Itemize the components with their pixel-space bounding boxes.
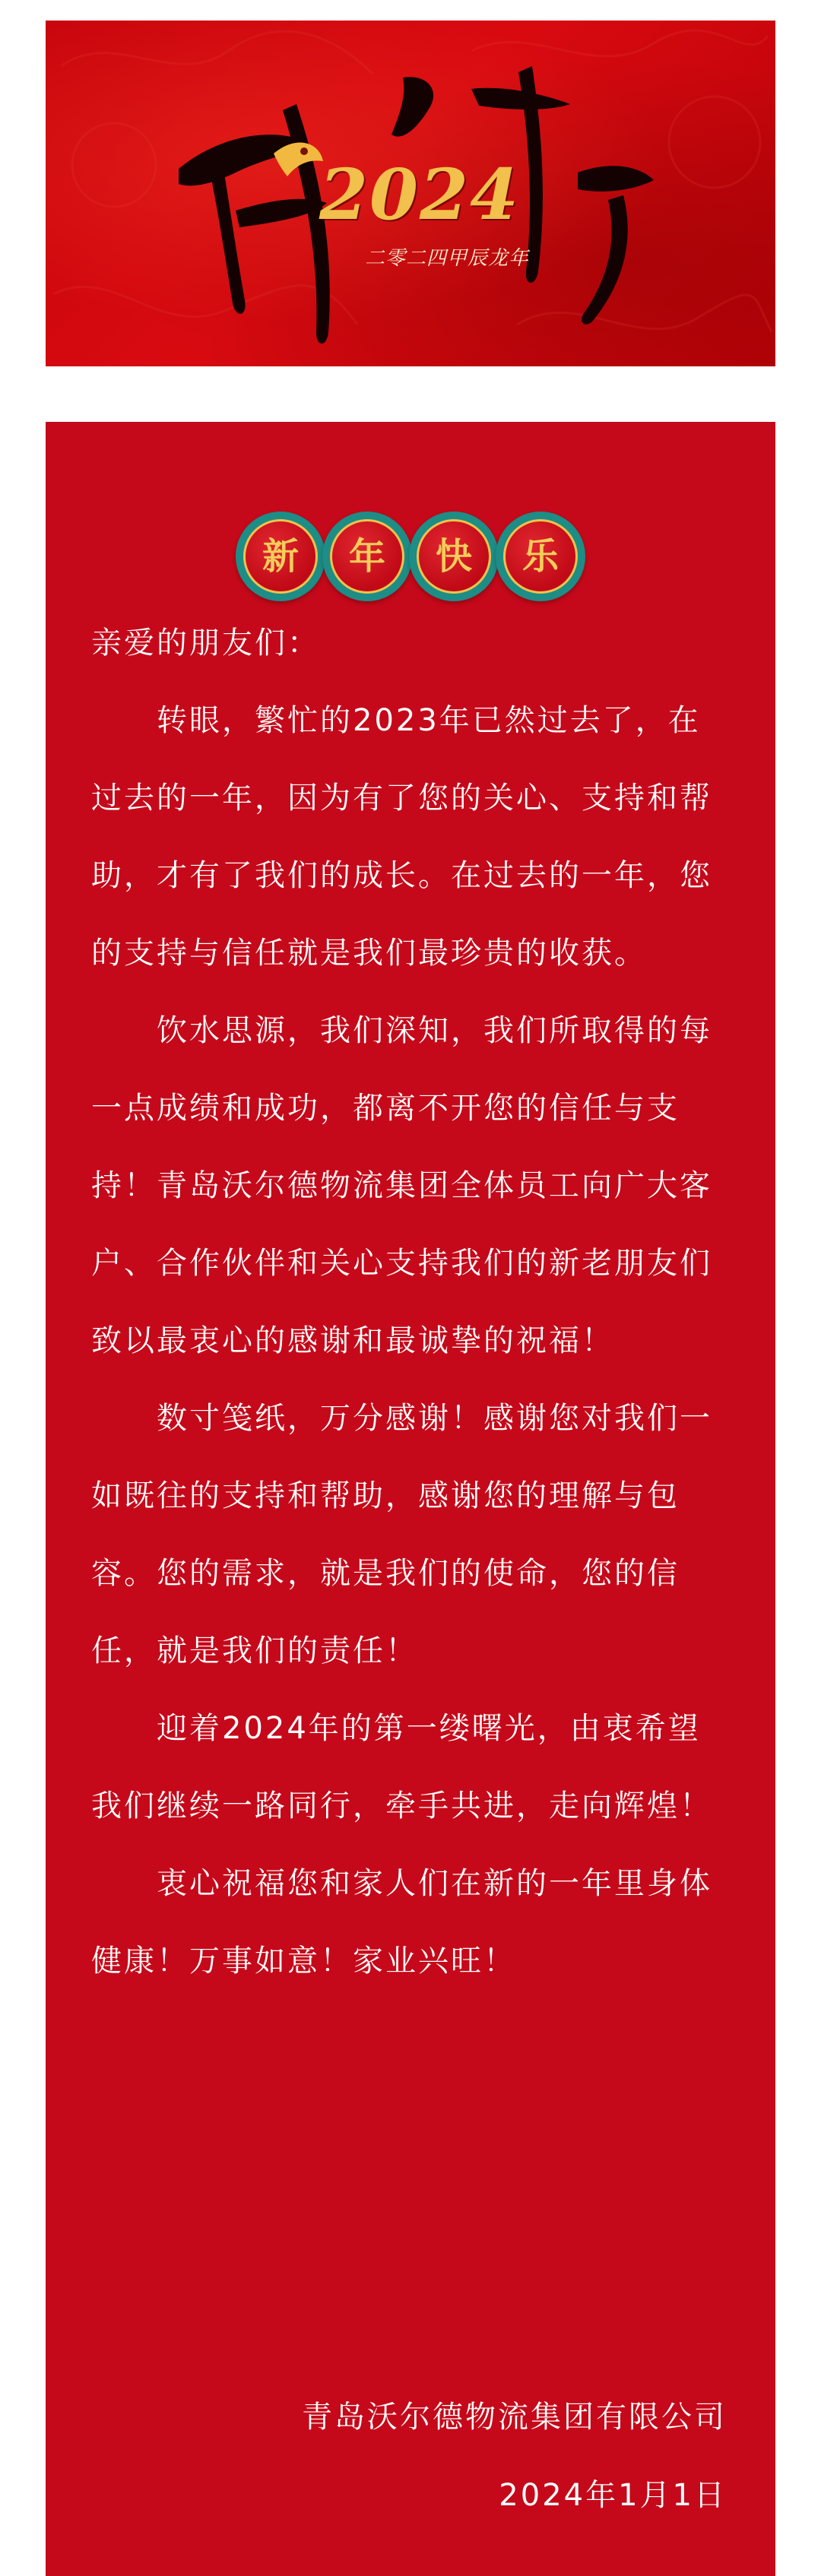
greeting-circle <box>496 512 585 601</box>
happy-new-year-circles <box>46 512 775 603</box>
letter-paragraph: 数寸笺纸，万分感谢！感谢您对我们一如既往的支持和帮助，感谢您的理解与包容。您的需求，就是我们的使命，您的信任，就是我们的责任！ <box>91 1401 712 1668</box>
banner-subtitle: 二零二四甲辰龙年 <box>365 247 530 270</box>
signature-company: 青岛沃尔德物流集团有限公司 <box>302 2400 727 2435</box>
letter-salutation: 亲爱的朋友们： <box>91 626 320 661</box>
greeting-circle-char: 新 <box>243 519 318 594</box>
greeting-circle <box>236 512 325 601</box>
greeting-circle-char: 乐 <box>503 519 578 594</box>
signature-date: 2024年1月1日 <box>499 2478 727 2513</box>
letter-paragraph: 迎着2024年的第一缕曙光，由衷希望我们继续一路同行，牵手共进，走向辉煌！ <box>91 1711 712 1823</box>
greeting-circle <box>409 512 499 601</box>
letter-body <box>91 604 730 2000</box>
banner-year: 2024 <box>319 154 521 236</box>
letter-paragraph: 饮水思源，我们深知，我们所取得的每一点成绩和成功，都离不开您的信任与支持！青岛沃尔德物流集团全体员工向广大客户、合作伙伴和关心支持我们的新老朋友们致以最衷心的感谢和最诚挚的祝福！ <box>91 1013 712 1358</box>
letter-paragraph: 衷心祝福您和家人们在新的一年里身体健康！万事如意！家业兴旺！ <box>91 1866 712 1979</box>
greeting-circle-char: 快 <box>417 519 491 594</box>
new-year-banner <box>46 21 775 366</box>
letter-paragraph: 转眼，繁忙的2023年已然过去了，在过去的一年，因为有了您的关心、支持和帮助，才有了我们的成长。在过去的一年，您的支持与信任就是我们最珍贵的收获。 <box>91 703 712 971</box>
greeting-circle-char: 年 <box>330 519 404 594</box>
greeting-circle <box>322 512 412 601</box>
greeting-letter-panel <box>46 422 775 2576</box>
